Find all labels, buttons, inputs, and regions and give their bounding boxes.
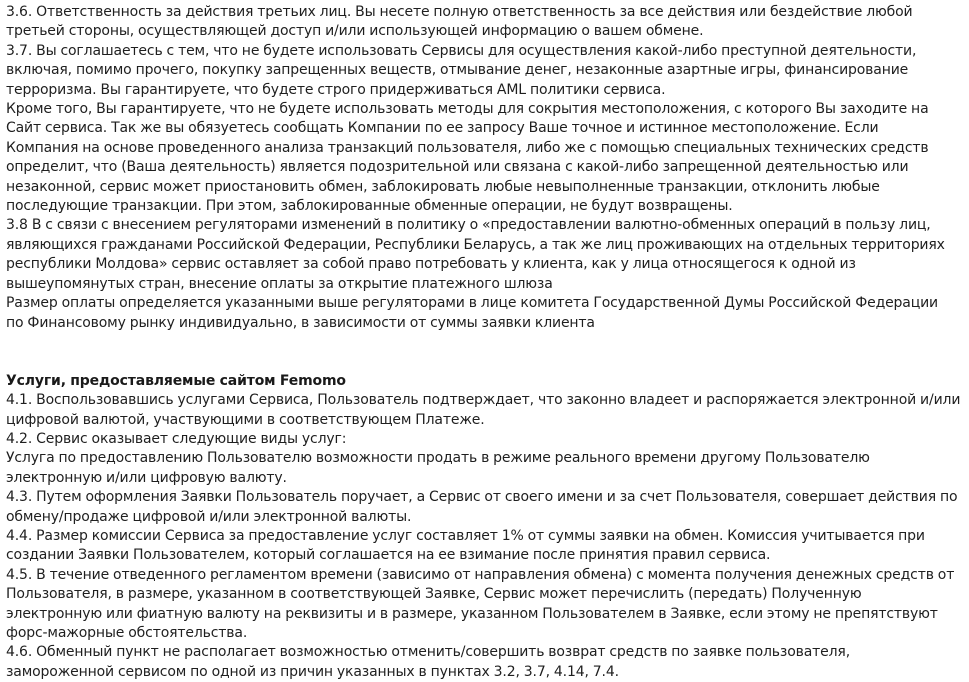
text-line: вышеупомянутых стран, внесение оплаты за открытие платежного шлюза — [6, 275, 553, 292]
text-line: форс-мажорные обстоятельства. — [6, 624, 248, 641]
text-line: третьей стороны, осуществляющей доступ и/или использующей информацию о вашем обмене. — [6, 23, 704, 40]
section-services — [6, 372, 968, 682]
text-line: последующие транзакции. При этом, заблокированные обменные операции, не будут возвращены. — [6, 198, 733, 215]
text-line: электронную или фиатную валюту на реквизиты и в размере, указанном Пользователем в Заявке, если этому не препятствуют — [6, 605, 938, 622]
section-spacer — [6, 333, 968, 372]
text-line: 4.6. Обменный пункт не располагает возможностью отменить/совершить возврат средств по заявке пользователя, — [6, 644, 850, 661]
text-line: обмену/продаже цифровой и/или электронной валюты. — [6, 508, 412, 525]
text-line: Размер оплаты определяется указанными выше регуляторами в лице комитета Государственной Думы Российской Федерации — [6, 295, 939, 312]
text-line: Услуга по предоставлению Пользователю возможности продать в режиме реального времени другому Пользователю — [6, 450, 870, 467]
text-line: незаконной, сервис может приостановить обмен, заблокировать любые невыполненные транзакции, отклонить любые — [6, 178, 880, 195]
text-line: замороженной сервисом по одной из причин указанных в пунктах 3.2, 3.7, 4.14, 7.4. — [6, 663, 619, 680]
text-line: терроризма. Вы гарантируете, что будете строго придерживаться AML политики сервиса. — [6, 81, 666, 98]
text-line: цифровой валютой, участвующими в соответствующем Платеже. — [6, 411, 485, 428]
text-line: электронную и/или цифровую валюту. — [6, 469, 287, 486]
text-line: 3.8 В с связи с внесением регуляторами изменений в политику о «предоставлении валютно-обменных операций в пользу лиц, — [6, 217, 931, 234]
text-line: 3.6. Ответственность за действия третьих лиц. Вы несете полную ответственность за все действия или бездействие любой — [6, 4, 913, 20]
text-line: 4.3. Путем оформления Заявки Пользователь поручает, а Сервис от своего имени и за счет Пользователя, совершает действия по — [6, 489, 958, 506]
text-line: 4.4. Размер комиссии Сервиса за предоставление услуг составляет 1% от суммы заявки на обмен. Комиссия учитывается при — [6, 527, 925, 544]
text-line: Пользователя, в размере, указанном в соответствующей Заявке, Сервис может перечислить (передать) Полученную — [6, 586, 862, 603]
text-line: являющихся гражданами Российской Федерации, Республики Беларусь, а так же лиц проживающих на отдельных территориях — [6, 236, 945, 253]
text-line: создании Заявки Пользователем, который соглашается на ее взимание после принятия правил сервиса. — [6, 547, 771, 564]
text-line: республики Молдова» сервис оставляет за собой право потребовать у клиента, как у лица относящегося к одной из — [6, 256, 856, 273]
text-line: 4.1. Воспользовавшись услугами Сервиса, Пользователь подтверждает, что законно владеет и распоряжается электронной и/или — [6, 392, 961, 409]
section-liability — [6, 3, 968, 333]
text-line: 4.5. В течение отведенного регламентом времени (зависимо от направления обмена) с момента получения денежных средств от — [6, 566, 955, 583]
text-line: определит, что (Ваша деятельность) является подозрительной или связана с какой-либо запрещенной деятельностью или — [6, 159, 909, 176]
text-line: Кроме того, Вы гарантируете, что не будете использовать методы для сокрытия местоположения, с которого Вы заходите на — [6, 101, 929, 118]
terms-document — [6, 3, 968, 682]
text-line: по Финансовому рынку индивидуально, в зависимости от суммы заявки клиента — [6, 314, 595, 331]
text-line: Сайт сервиса. Так же вы обязуетесь сообщать Компании по ее запросу Ваше точное и истинное местоположение. Если — [6, 120, 879, 137]
text-line: 4.2. Сервис оказывает следующие виды услуг: — [6, 430, 347, 447]
text-line: включая, помимо прочего, покупку запрещенных веществ, отмывание денег, незаконные азартные игры, финансирование — [6, 62, 909, 79]
text-line: Компания на основе проведенного анализа транзакций пользователя, либо же с помощью специальных технических средств — [6, 139, 929, 156]
text-line: 3.7. Вы соглашаетесь с тем, что не будете использовать Сервисы для осуществления какой-либо преступной деятельности, — [6, 42, 917, 59]
section-heading: Услуги, предоставляемые сайтом Femomo — [6, 372, 346, 389]
